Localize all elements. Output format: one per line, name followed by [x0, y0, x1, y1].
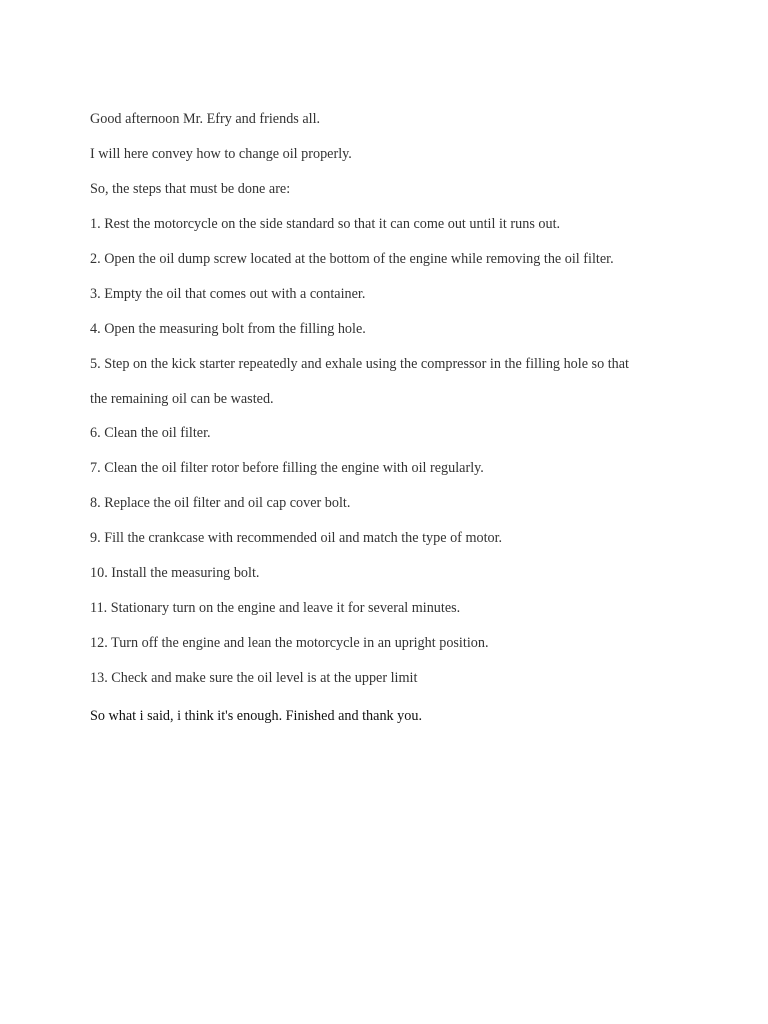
step-line-continuation: the remaining oil can be wasted. [90, 391, 274, 407]
step-line: 12. Turn off the engine and lean the motorcycle in an upright position. [90, 635, 489, 651]
step-line: 6. Clean the oil filter. [90, 425, 211, 441]
step-line: 7. Clean the oil filter rotor before filling the engine with oil regularly. [90, 460, 484, 476]
step-line: 4. Open the measuring bolt from the filling hole. [90, 321, 366, 337]
step-line: 10. Install the measuring bolt. [90, 565, 260, 581]
step-line: 5. Step on the kick starter repeatedly and exhale using the compressor in the filling hole so that [90, 356, 629, 372]
step-line: 9. Fill the crankcase with recommended oil and match the type of motor. [90, 530, 503, 546]
intro-text: I will here convey how to change oil properly. [90, 146, 352, 162]
step-line: 2. Open the oil dump screw located at the bottom of the engine while removing the oil filter. [90, 251, 614, 267]
step-line: 8. Replace the oil filter and oil cap cover bolt. [90, 495, 351, 511]
step-line: 11. Stationary turn on the engine and leave it for several minutes. [90, 600, 461, 616]
step-line: 1. Rest the motorcycle on the side standard so that it can come out until it runs out. [90, 216, 561, 232]
closing-text: So what i said, i think it's enough. Finished and thank you. [90, 708, 423, 724]
steps-heading: So, the steps that must be done are: [90, 181, 291, 197]
greeting-text: Good afternoon Mr. Efry and friends all. [90, 111, 321, 127]
step-line: 3. Empty the oil that comes out with a container. [90, 286, 366, 302]
step-line: 13. Check and make sure the oil level is at the upper limit [90, 670, 418, 686]
